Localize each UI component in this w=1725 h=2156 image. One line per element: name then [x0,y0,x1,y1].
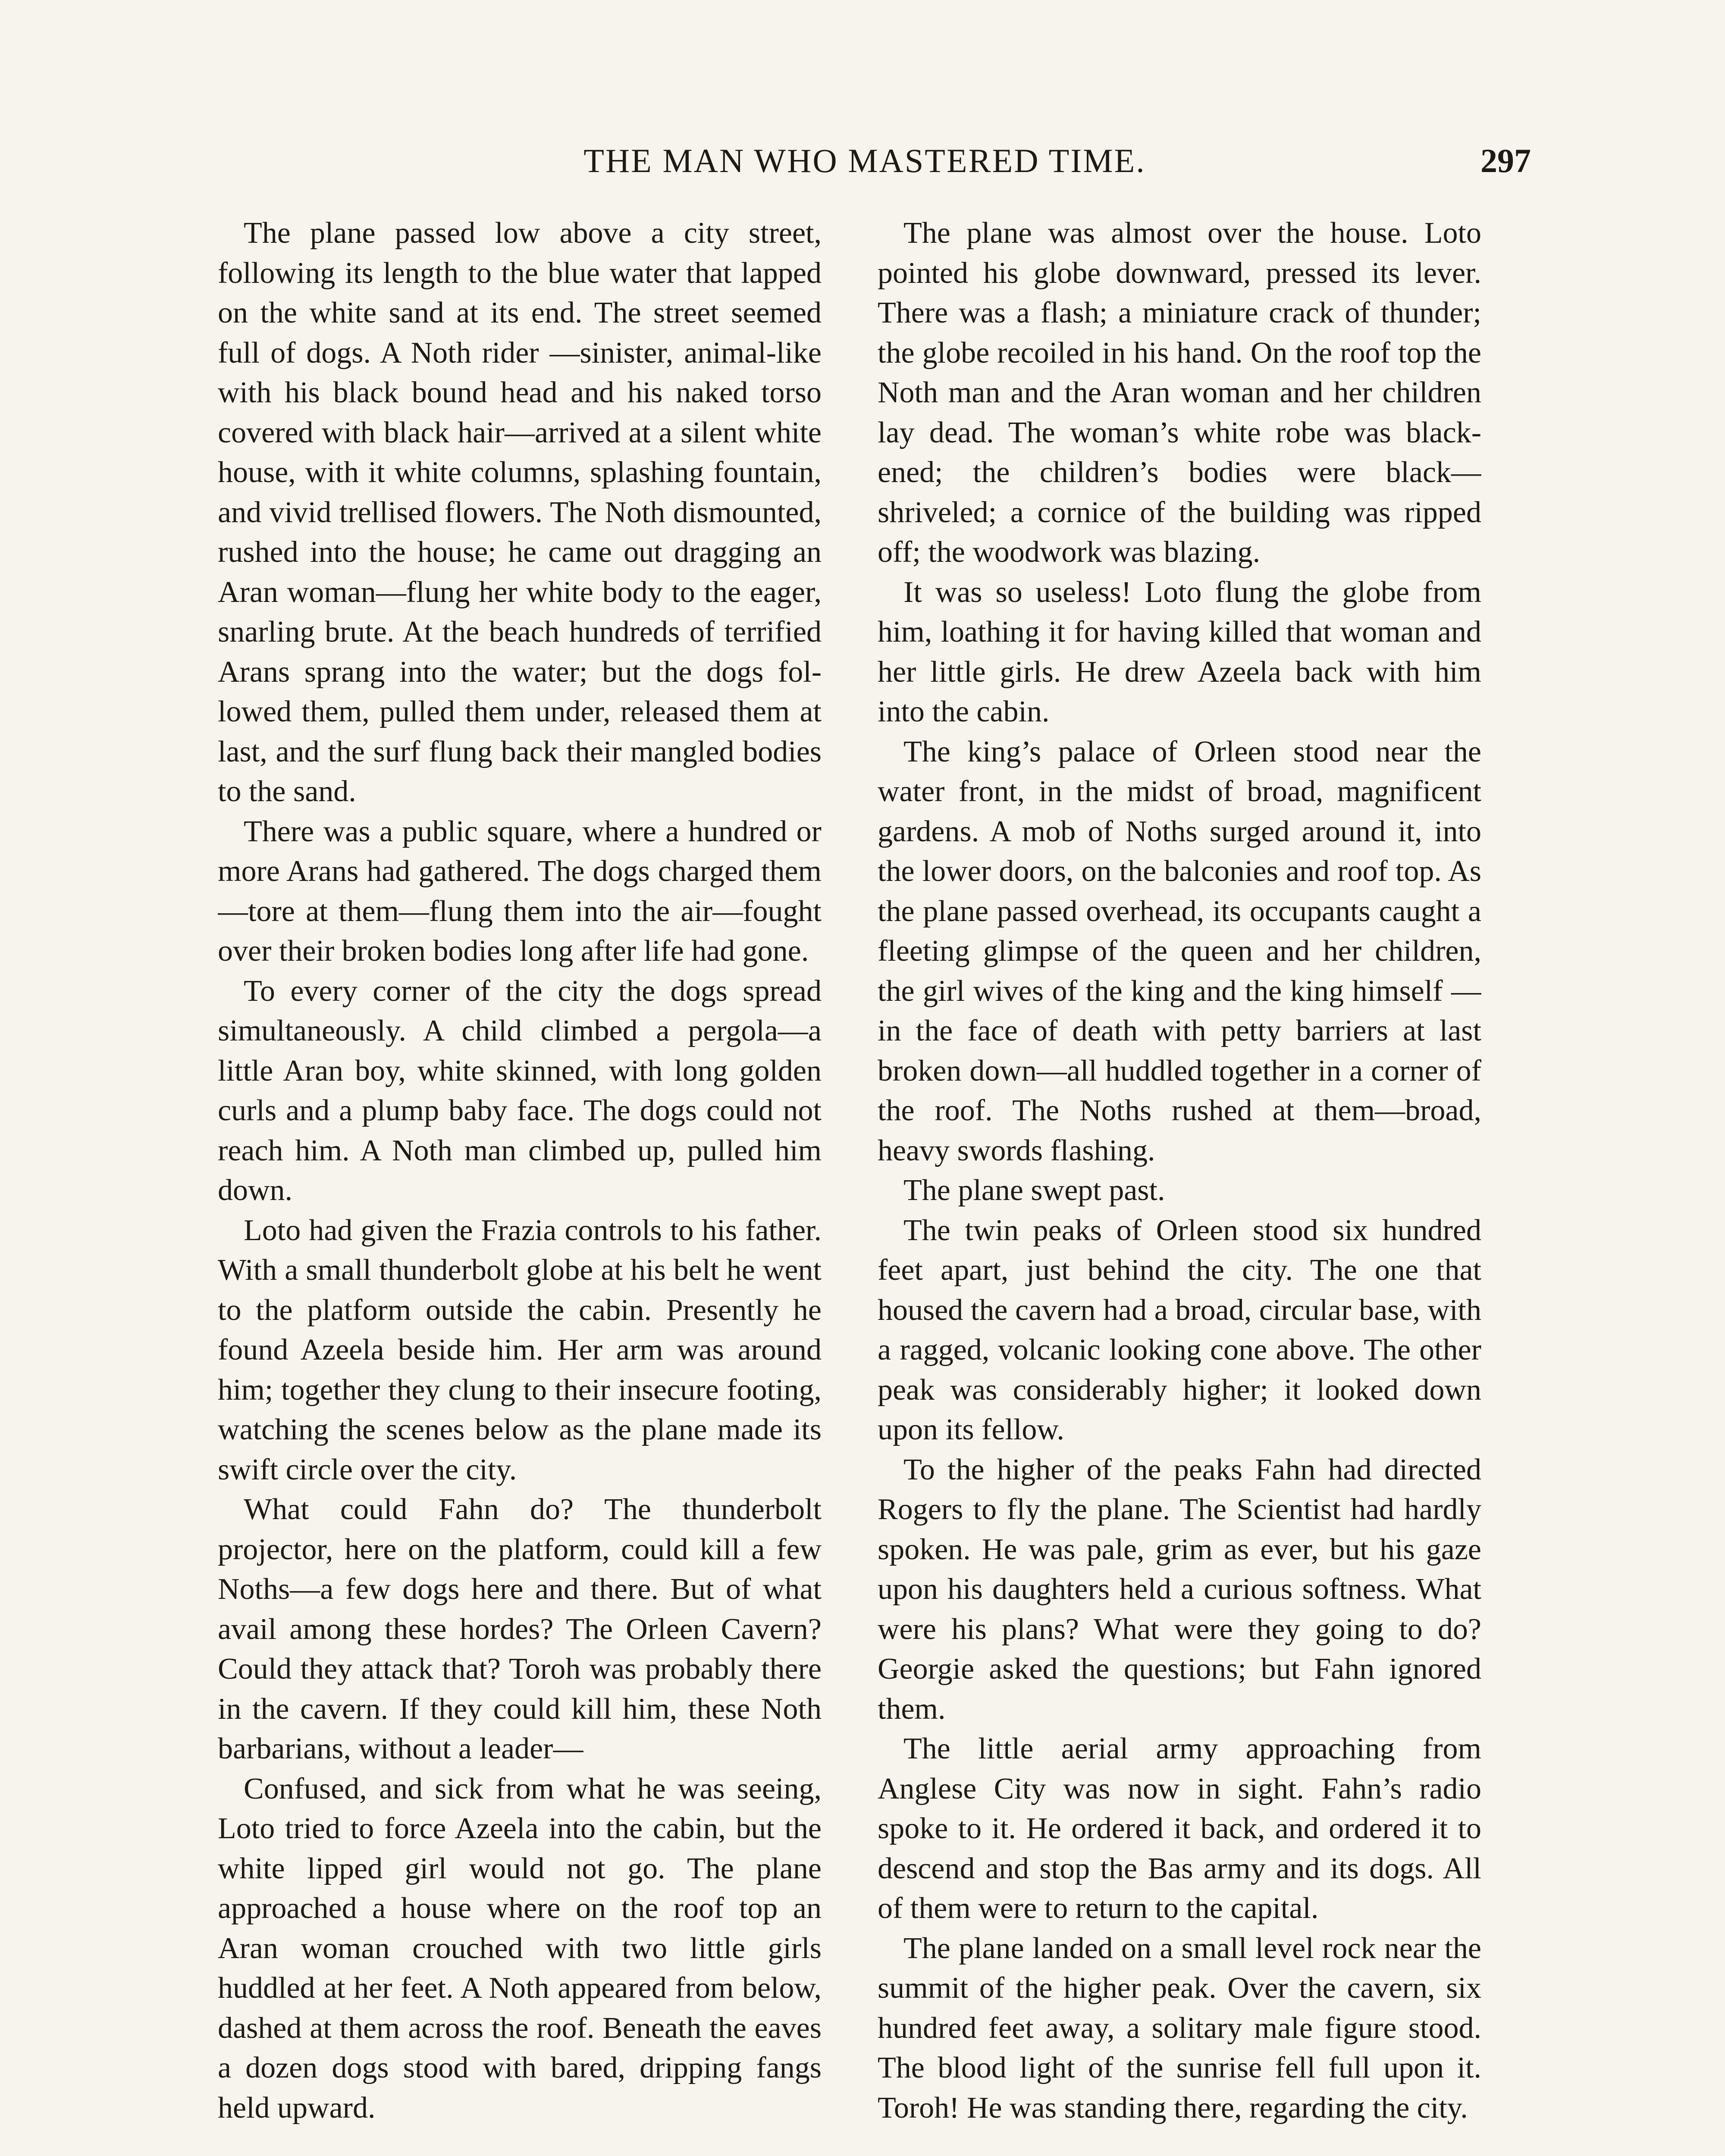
paragraph: Loto had given the Frazia controls to his father. With a small thunderbolt globe at his belt he went to the platform outside the cabin. Presently he found Azeela beside him. Her arm was around him; together they clung to their insecure footing, watching the scenes below as the plane made its swift circle over the city. [218,1213,822,1486]
paragraph: It was so useless! Loto flung the globe from him, loathing it for having killed that woman and her little girls. He drew Azeela back with him into the cabin. [878,575,1481,728]
page-header [181,137,1548,185]
paragraph: There was a public square, where a hundred or more Arans had gathered. The dogs charged them—tore at them—flung them into the air—fought over their broken bodies long after life had gone. [218,815,822,968]
paragraph: Confused, and sick from what he was seeing, Loto tried to force Azeela into the cabin, but the white lipped girl would not go. The plane approached a house where on the roof top an Aran woman crouched with two little girls huddled at her feet. A Noth appeared from below, dashed at them across the roof. Beneath the eaves a dozen dogs stood with bared, dripping fangs held upward. [218,1772,822,2125]
paragraph: The little aerial army approaching from Anglese City was now in sight. Fahn’s radio spoke to it. He ordered it back, and ordered it to descend and stop the Bas army and its dogs. All of them were to return to the capital. [878,1732,1481,1925]
running-title: THE MAN WHO MASTERED TIME. [583,142,1146,179]
paragraph: The twin peaks of Orleen stood six hundred feet apart, just behind the city. The one that housed the cavern had a broad, circular base, with a ragged, volcanic looking cone above. The other peak was considerably higher; it looked down upon its fellow. [878,1213,1481,1446]
paragraph: To the higher of the peaks Fahn had directed Rogers to fly the plane. The Scientist had hardly spoken. He was pale, grim as ever, but his gaze upon his daughters held a curious softness. What were his plans? What were they going to do? Georgie asked the questions; but Fahn ignored them. [878,1453,1481,1726]
paragraph: The plane landed on a small level rock near the summit of the higher peak. Over the cavern, six hundred feet away, a solitary male figure stood. The blood light of the sunrise fell full upon it. Toroh! He was standing there, regarding the city. [878,1931,1481,2125]
right-column [878,213,1481,2156]
paragraph: What could Fahn do? The thunderbolt projector, here on the platform, could kill a few Noths—a few dogs here and there. But of what avail among these hordes? The Orleen Cavern? Could they attack that? Toroh was probably there in the cavern. If they could kill him, these Noth barbarians, without a leader— [218,1493,822,1765]
paragraph: The plane passed low above a city street, following its length to the blue water that lapped on the white sand at its end. The street seemed full of dogs. A Noth rider —sinister, animal-like with his black bound head and his naked torso covered with black hair—arrived at a silent white house, with it white columns, splashing fountain, and vivid trellised flowers. The Noth dismounted, rushed into the house; he came out dragging an Aran woman—flung her white body to the eager, snarling brute. At the beach hundreds of terrified Arans sprang into the water; but the dogs followed them, pulled them under, released them at last, and the surf flung back their mangled bodies to the sand. [218,216,822,808]
left-column [218,213,822,2156]
paragraph: The king’s palace of Orleen stood near the water front, in the midst of broad, magnificent gardens. A mob of Noths surged around it, into the lower doors, on the balconies and roof top. As the plane passed overhead, its occupants caught a fleeting glimpse of the queen and her children, the girl wives of the king and the king himself —in the face of death with petty barriers at last broken down—all huddled together in a corner of the roof. The Noths rushed at them—broad, heavy swords flashing. [878,735,1481,1167]
paragraph: The plane swept past. [903,1174,1165,1207]
page-number: 297 [1480,142,1531,179]
paragraph: To every corner of the city the dogs spread simultaneously. A child climbed a pergola—a little Aran boy, white skinned, with long golden curls and a plump baby face. The dogs could not reach him. A Noth man climbed up, pulled him down. [218,974,822,1207]
paragraph: The plane was almost over the house. Loto pointed his globe downward, pressed its lever. There was a flash; a miniature crack of thunder; the globe recoiled in his hand. On the roof top the Noth man and the Aran woman and her children lay dead. The woman’s white robe was blackened; the children’s bodies were black—shriveled; a cornice of the building was ripped off; the woodwork was blazing. [878,216,1481,569]
